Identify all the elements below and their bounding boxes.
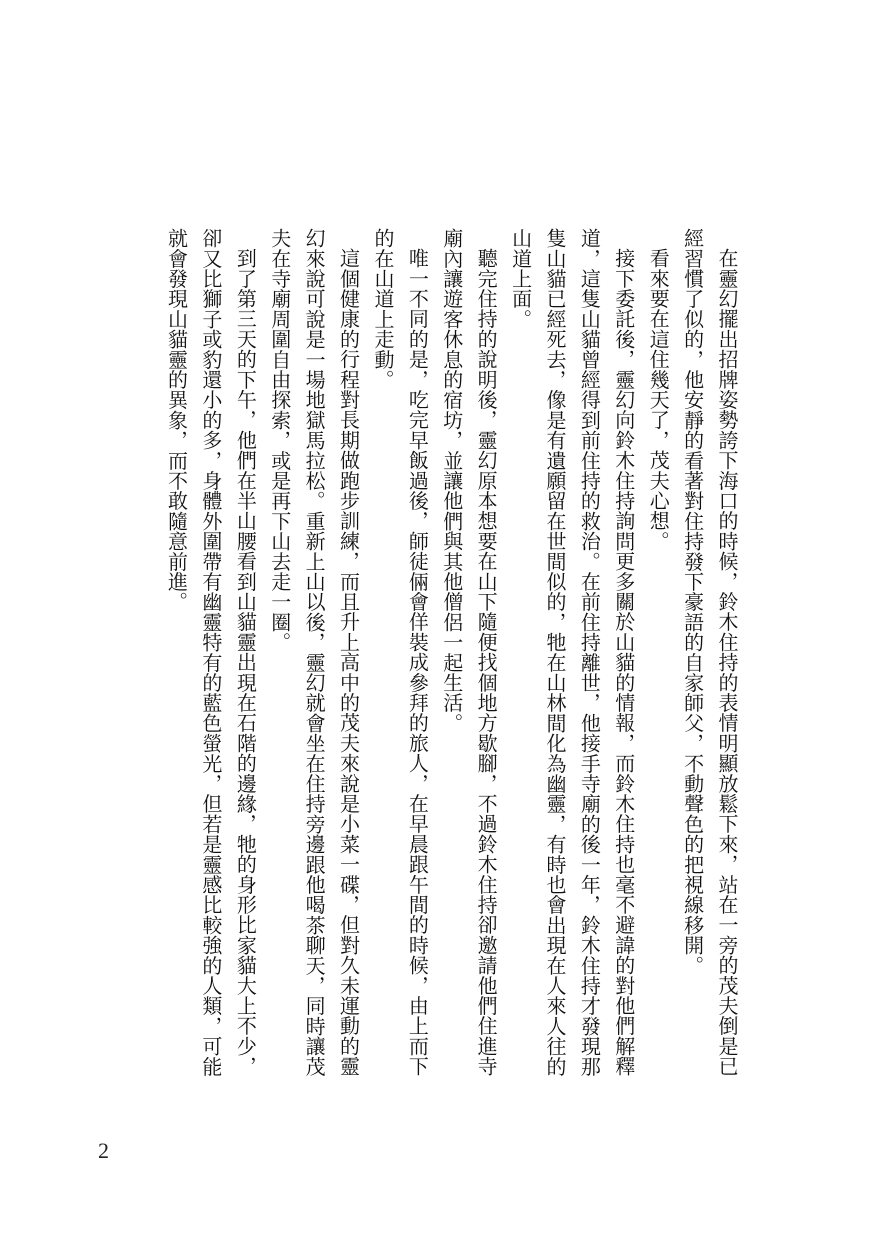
page-number: 2 — [98, 1138, 109, 1163]
paragraph-6: 這個健康的行程對長期做跑步訓練，而且升上高中的茂夫來說是小菜一碟，但對久未運動的靈幻來說可說是一場地獄馬拉松。重新上山以後，靈幻就會坐在住持旁邊跟他喝茶聊天，同時讓茂夫在寺廟周圍自由探索，或是再下山去走一圈。 — [267, 228, 361, 1077]
paragraph-5: 唯一不同的是，吃完早飯過後，師徒倆會佯裝成參拜的旅人，在早晨跟午間的時候，由上而下的在山道上走動。 — [370, 228, 430, 1077]
paragraph-1: 在靈幻擺出招牌姿勢誇下海口的時候，鈴木住持的表情明顯放鬆下來，站在一旁的茂夫倒是已經習慣了似的，他安靜的看著對住持發下豪語的自家師父，不動聲色的把視線移開。 — [680, 228, 739, 1077]
paragraph-4: 聽完住持的說明後，靈幻原本想要在山下隨便找個地方歇腳，不過鈴木住持卻邀請他們住進寺廟內讓遊客休息的宿坊，並讓他們與其他僧侶一起生活。 — [439, 228, 499, 1077]
paragraph-2: 看來要在這住幾天了，茂夫心想。 — [646, 248, 671, 551]
paragraph-3: 接下委託後，靈幻向鈴木住持詢問更多關於山貓的情報，而鈴木住持也毫不避諱的對他們解釋道，這隻山貓曾經得到前住持的救治。在前住持離世，他接手寺廟的後一年，鈴木住持才發現那隻山貓已經死去，像是有遺願留在世間似的，牠在山林間化為幽靈，有時也會出現在人來人往的山道上面。 — [508, 228, 636, 1077]
vertical-text-body — [159, 228, 744, 1088]
paragraph-7: 到了第三天的下午，他們在半山腰看到山貓靈出現在石階的邊緣，牠的身形比家貓大上不少，卻又比獅子或豹還小的多，身體外圍帶有幽靈特有的藍色螢光，但若是靈感比較強的人類，可能就會發現山貓靈的異象，而不敢隨意前進。 — [164, 228, 258, 1077]
